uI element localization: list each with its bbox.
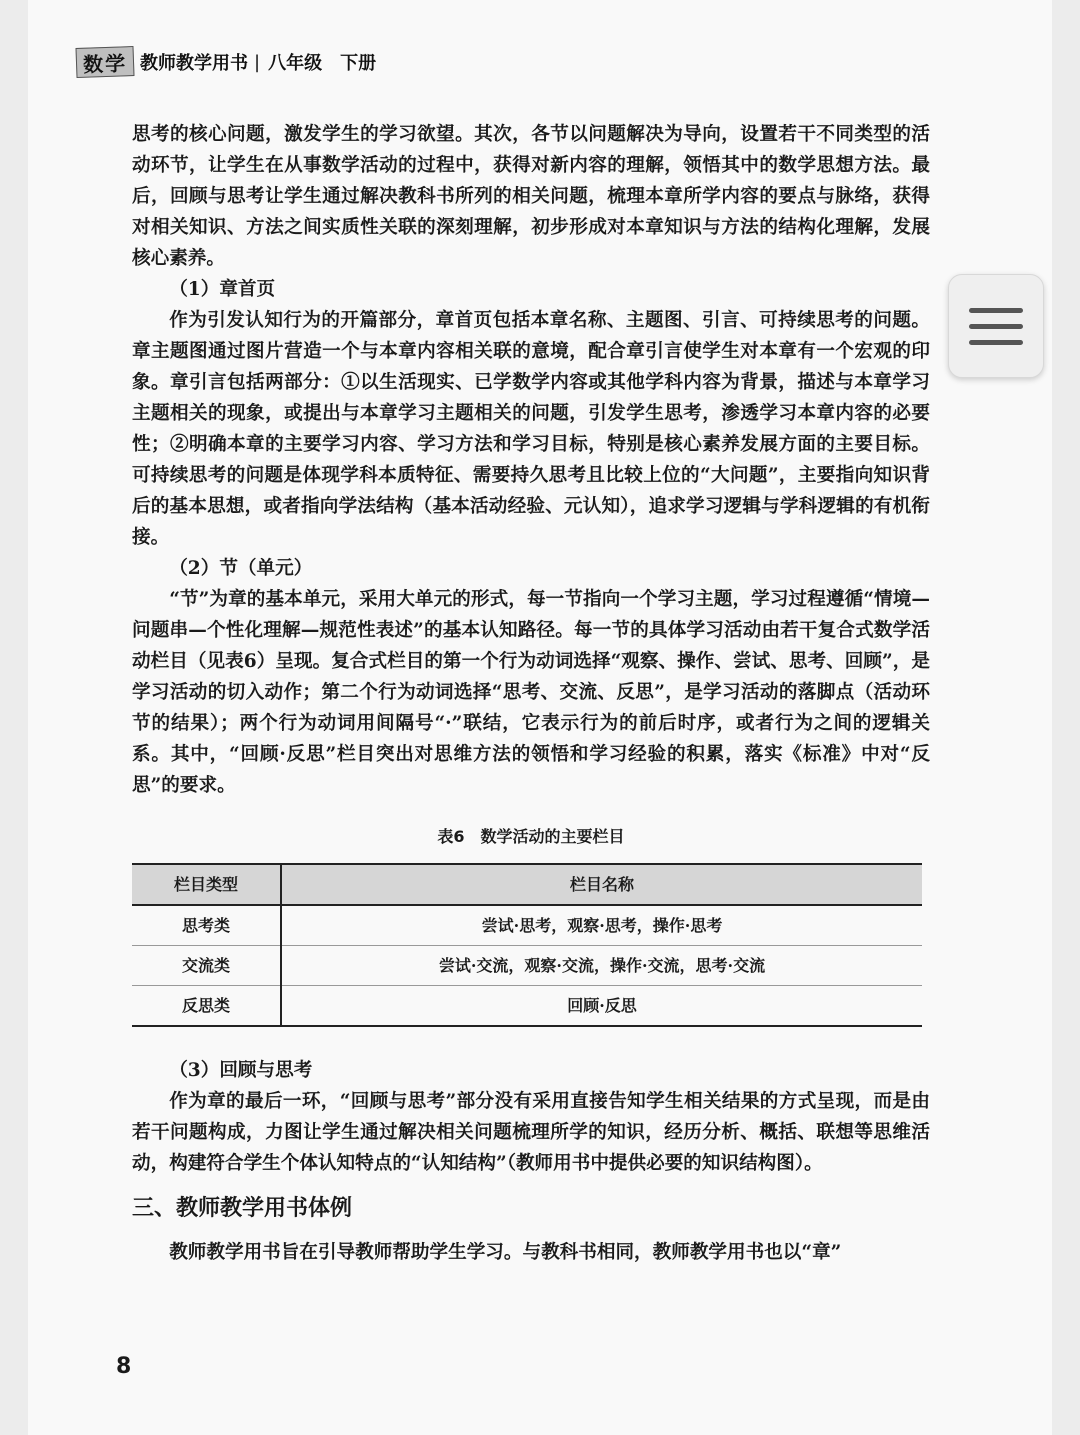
table-caption: 表6 数学活动的主要栏目 bbox=[437, 827, 625, 846]
hamburger-menu-icon bbox=[969, 340, 1023, 345]
header-separator: | bbox=[254, 51, 261, 73]
table-cell-type: 思考类 bbox=[132, 905, 281, 946]
book-page bbox=[28, 0, 1052, 1435]
paragraph-continued: 思考的核心问题，激发学生的学习欲望。其次，各节以问题解决为导向，设置若干不同类型的活动环节，让学生在从事数学活动的过程中，获得对新内容的理解，领悟其中的数学思想方法。最后，回顾与思考让学生通过解决教科书所列的相关问题，梳理本章所学内容的要点与脉络，获得对相关知识、方法之间实质性关联的深刻理解，初步形成对本章知识与方法的结构化理解，发展核心素养。 bbox=[132, 124, 930, 269]
section-title: 三、教师教学用书体例 bbox=[132, 1196, 353, 1221]
paragraph-teacher-book: 教师教学用书旨在引导教师帮助学生学习。与教科书相同，教师教学用书也以“章” bbox=[169, 1242, 842, 1263]
hamburger-menu-button[interactable] bbox=[948, 274, 1044, 378]
table-row bbox=[132, 946, 922, 986]
activity-columns-table bbox=[132, 863, 922, 1027]
subheading-review: （3）回顾与思考 bbox=[169, 1060, 313, 1081]
running-header bbox=[76, 44, 376, 80]
page-number: 8 bbox=[116, 1354, 132, 1379]
table-cell-type: 交流类 bbox=[132, 946, 281, 986]
subheading-section: （2）节（单元） bbox=[169, 558, 313, 579]
volume-label: 下册 bbox=[340, 53, 377, 74]
hamburger-menu-icon bbox=[969, 308, 1023, 313]
table-cell-names: 尝试·思考，观察·思考，操作·思考 bbox=[481, 915, 723, 935]
table-row bbox=[132, 986, 922, 1027]
grade-label: 八年级 bbox=[268, 53, 323, 74]
table-cell-names: 尝试·交流，观察·交流，操作·交流，思考·交流 bbox=[438, 955, 766, 975]
paragraph-section: “节”为章的基本单元，采用大单元的形式，每一节指向一个学习主题，学习过程遵循“情境—问题串—个性化理解—规范性表述”的基本认知路径。每一节的具体学习活动由若干复合式数学活动栏目（见表6）呈现。复合式栏目的第一个行为动词选择“观察、操作、尝试、思考、回顾”，是学习活动的切入动作；第二个行为动词选择“思考、交流、反思”，是学习活动的落脚点（活动环节的结果）；两个行为动词用间隔号“·”联结，它表示行为的前后时序，或者行为之间的逻辑关系。其中，“回顾·反思”栏目突出对思维方法的领悟和学习经验的积累，落实《标准》中对“反思”的要求。 bbox=[132, 589, 930, 796]
page-body bbox=[132, 119, 930, 1268]
table-row bbox=[132, 905, 922, 946]
subject-logo: 数学 bbox=[75, 46, 134, 78]
paragraph-chapter-front: 作为引发认知行为的开篇部分，章首页包括本章名称、主题图、引言、可持续思考的问题。章主题图通过图片营造一个与本章内容相关联的意境，配合章引言使学生对本章有一个宏观的印象。章引言包括两部分：①以生活现实、已学数学内容或其他学科内容为背景，描述与本章学习主题相关的现象，或提出与本章学习主题相关的问题，引发学生思考，渗透学习本章内容的必要性；②明确本章的主要学习内容、学习方法和学习目标，特别是核心素养发展方面的主要目标。可持续思考的问题是体现学科本质特征、需要持久思考且比较上位的“大问题”，主要指向知识背后的基本思想，或者指向学法结构（基本活动经验、元认知），追求学习逻辑与学科逻辑的有机衔接。 bbox=[132, 310, 930, 548]
table-header-cell: 栏目类型 bbox=[132, 864, 281, 905]
table-cell-type: 反思类 bbox=[132, 986, 281, 1027]
table-header-cell: 栏目名称 bbox=[569, 874, 634, 894]
table-header-row bbox=[132, 864, 922, 905]
table-cell-names: 回顾·反思 bbox=[567, 995, 637, 1015]
subheading-chapter-front: （1）章首页 bbox=[169, 279, 276, 300]
hamburger-menu-icon bbox=[969, 324, 1023, 329]
book-title: 教师教学用书 bbox=[140, 53, 248, 74]
paragraph-review: 作为章的最后一环，“回顾与思考”部分没有采用直接告知学生相关结果的方式呈现，而是由若干问题构成，力图让学生通过解决相关问题梳理所学的知识，经历分析、概括、联想等思维活动，构建符合学生个体认知特点的“认知结构”（教师用书中提供必要的知识结构图）。 bbox=[132, 1091, 930, 1174]
